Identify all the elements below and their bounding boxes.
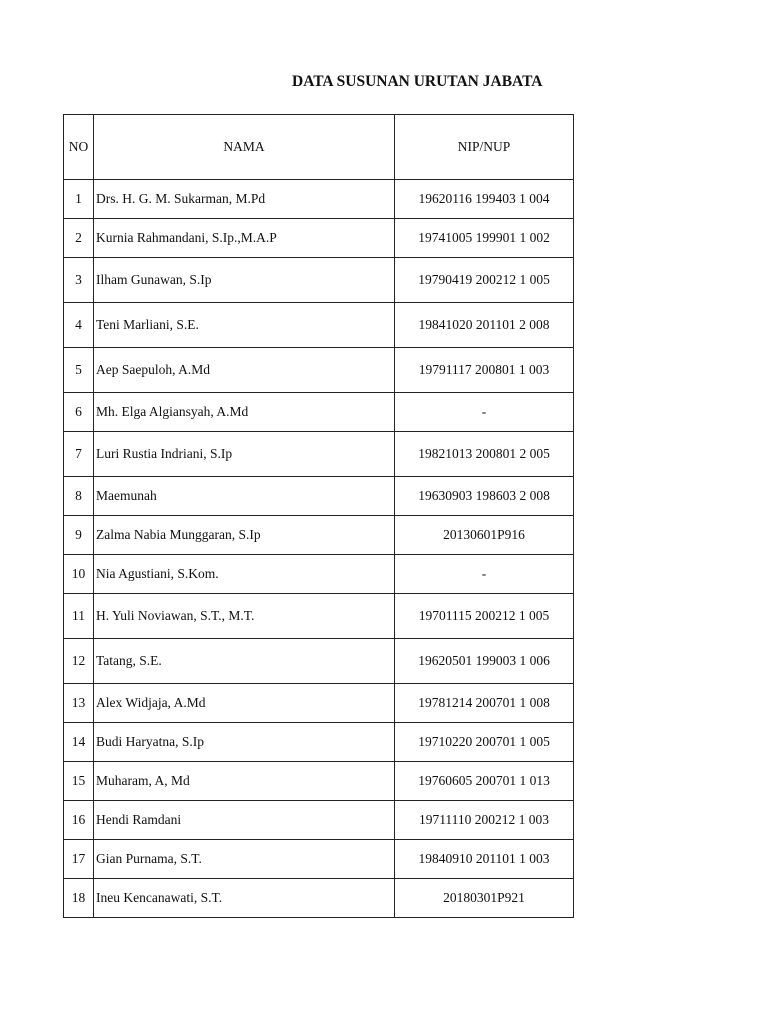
cell-nip: 19701115 200212 1 005: [395, 594, 574, 639]
cell-name: Ilham Gunawan, S.Ip: [94, 258, 395, 303]
cell-no: 8: [64, 477, 94, 516]
table-row: [64, 555, 574, 594]
cell-no: 14: [64, 723, 94, 762]
cell-nip: 19840910 201101 1 003: [395, 840, 574, 879]
cell-nip: 19630903 198603 2 008: [395, 477, 574, 516]
cell-name: Alex Widjaja, A.Md: [94, 684, 395, 723]
table-row: [64, 258, 574, 303]
cell-name: Teni Marliani, S.E.: [94, 303, 395, 348]
cell-nip: 19711110 200212 1 003: [395, 801, 574, 840]
cell-name: Maemunah: [94, 477, 395, 516]
cell-no: 17: [64, 840, 94, 879]
cell-no: 10: [64, 555, 94, 594]
cell-nip: 19760605 200701 1 013: [395, 762, 574, 801]
cell-no: 13: [64, 684, 94, 723]
cell-no: 18: [64, 879, 94, 918]
cell-no: 1: [64, 180, 94, 219]
table-row: [64, 219, 574, 258]
cell-name: Ineu Kencanawati, S.T.: [94, 879, 395, 918]
cell-nip: 19781214 200701 1 008: [395, 684, 574, 723]
table-row: [64, 594, 574, 639]
cell-nip: 20130601P916: [395, 516, 574, 555]
cell-no: 2: [64, 219, 94, 258]
table-row: [64, 723, 574, 762]
table-row: [64, 516, 574, 555]
cell-nip: 19620501 199003 1 006: [395, 639, 574, 684]
cell-no: 5: [64, 348, 94, 393]
cell-nip: 20180301P921: [395, 879, 574, 918]
table-row: [64, 840, 574, 879]
cell-no: 16: [64, 801, 94, 840]
table-row: [64, 639, 574, 684]
cell-name: Budi Haryatna, S.Ip: [94, 723, 395, 762]
cell-no: 9: [64, 516, 94, 555]
cell-no: 4: [64, 303, 94, 348]
table-header-row: [64, 115, 574, 180]
cell-nip: 19821013 200801 2 005: [395, 432, 574, 477]
table-row: [64, 348, 574, 393]
cell-no: 6: [64, 393, 94, 432]
cell-name: Gian Purnama, S.T.: [94, 840, 395, 879]
table-body: [64, 180, 574, 918]
cell-no: 3: [64, 258, 94, 303]
employee-table: [63, 114, 574, 918]
cell-nip: 19790419 200212 1 005: [395, 258, 574, 303]
table-row: [64, 762, 574, 801]
cell-name: Luri Rustia Indriani, S.Ip: [94, 432, 395, 477]
cell-name: Kurnia Rahmandani, S.Ip.,M.A.P: [94, 219, 395, 258]
cell-name: Hendi Ramdani: [94, 801, 395, 840]
cell-no: 11: [64, 594, 94, 639]
column-header-no: NO: [64, 115, 94, 180]
cell-nip: -: [395, 555, 574, 594]
cell-name: Drs. H. G. M. Sukarman, M.Pd: [94, 180, 395, 219]
cell-nip: 19620116 199403 1 004: [395, 180, 574, 219]
table-row: [64, 303, 574, 348]
document-title: DATA SUSUNAN URUTAN JABATA: [292, 73, 543, 90]
cell-name: Zalma Nabia Munggaran, S.Ip: [94, 516, 395, 555]
cell-nip: 19741005 199901 1 002: [395, 219, 574, 258]
table-row: [64, 684, 574, 723]
table-row: [64, 393, 574, 432]
cell-name: Aep Saepuloh, A.Md: [94, 348, 395, 393]
table-row: [64, 879, 574, 918]
cell-nip: 19710220 200701 1 005: [395, 723, 574, 762]
cell-nip: 19791117 200801 1 003: [395, 348, 574, 393]
table-row: [64, 477, 574, 516]
cell-no: 15: [64, 762, 94, 801]
cell-no: 7: [64, 432, 94, 477]
cell-name: Muharam, A, Md: [94, 762, 395, 801]
cell-name: Mh. Elga Algiansyah, A.Md: [94, 393, 395, 432]
column-header-nip: NIP/NUP: [395, 115, 574, 180]
cell-name: Nia Agustiani, S.Kom.: [94, 555, 395, 594]
cell-nip: -: [395, 393, 574, 432]
cell-nip: 19841020 201101 2 008: [395, 303, 574, 348]
cell-name: H. Yuli Noviawan, S.T., M.T.: [94, 594, 395, 639]
table-row: [64, 801, 574, 840]
table-row: [64, 180, 574, 219]
table-row: [64, 432, 574, 477]
column-header-name: NAMA: [94, 115, 395, 180]
cell-name: Tatang, S.E.: [94, 639, 395, 684]
cell-no: 12: [64, 639, 94, 684]
